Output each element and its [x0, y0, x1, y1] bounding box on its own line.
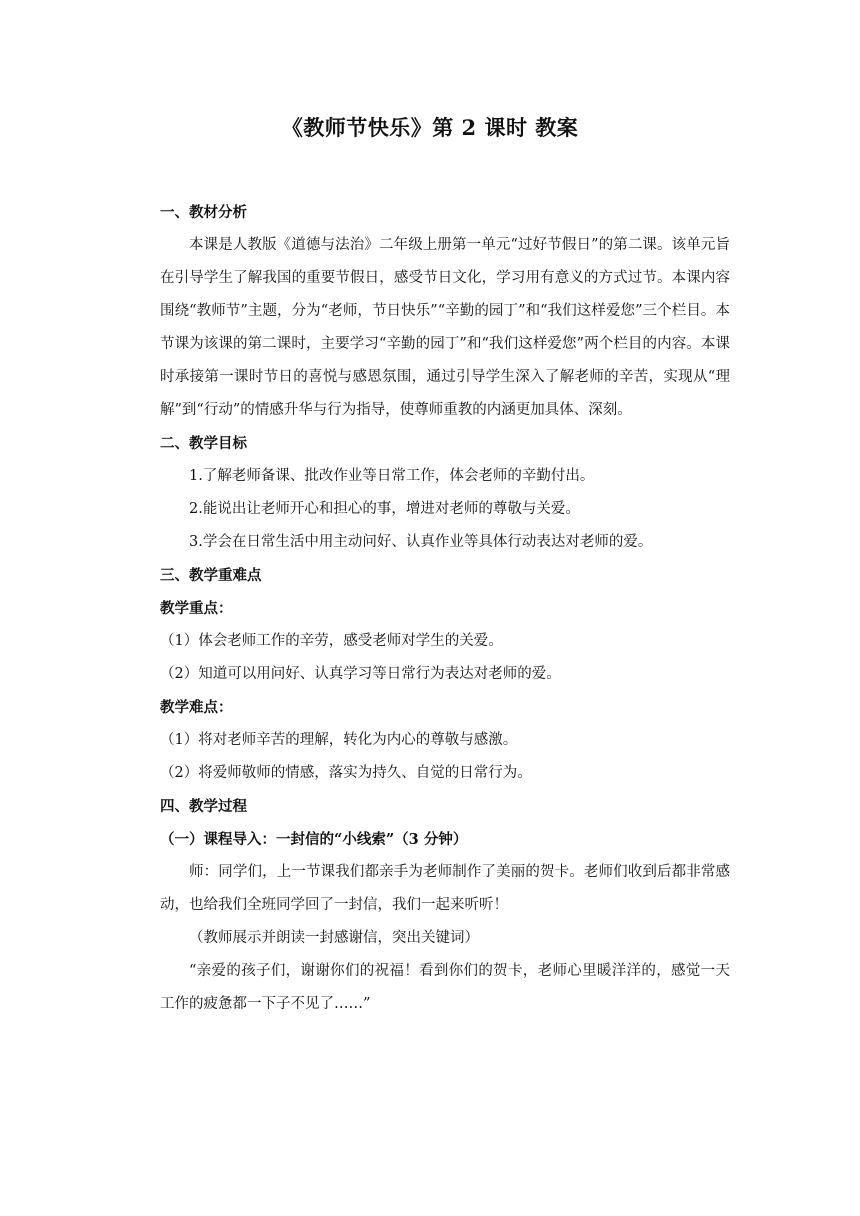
- process-paragraph-letter-quote: “亲爱的孩子们，谢谢你们的祝福！看到你们的贺卡，老师心里暖洋洋的，感觉一天工作的疲惫都一下子不见了……”: [160, 963, 730, 1012]
- textbook-analysis-paragraph: 本课是人教版《道德与法治》二年级上册第一单元“过好节假日”的第二课。该单元旨在引导学生了解我国的重要节假日，感受节日文化，学习用有意义的方式过节。本课内容围绕“教师节”主题，分为“老师，节日快乐”“辛勤的园丁”和“我们这样爱您”三个栏目。本节课为该课的第二课时，主要学习“辛勤的园丁”和“我们这样爱您”两个栏目的内容。本课时承接第一课时节日的喜悦与感恩氛围，通过引导学生深入了解老师的辛苦，实现从“理解”到“行动”的情感升华与行为指导，使尊师重教的内涵更加具体、深刻。: [160, 237, 730, 418]
- key-points-label: 教学重点：: [160, 600, 233, 617]
- section-heading-textbook-analysis: 一、教材分析: [160, 204, 247, 221]
- process-sub-heading-intro: （一）课程导入：一封信的“小线索”（3 分钟）: [160, 831, 468, 848]
- goal-item-2: 2.能说出让老师开心和担心的事，增进对老师的尊敬与关爱。: [189, 501, 580, 517]
- key-point-item-1: （1）体会老师工作的辛劳，感受老师对学生的关爱。: [160, 633, 503, 649]
- section-heading-key-difficult-points: 三、教学重难点: [160, 567, 262, 584]
- section-heading-teaching-process: 四、教学过程: [160, 798, 247, 815]
- difficult-points-label: 教学难点：: [160, 699, 233, 716]
- document-title: 《教师节快乐》第 2 课时 教案: [281, 115, 579, 140]
- goal-item-1: 1.了解老师备课、批改作业等日常工作，体会老师的辛勤付出。: [189, 468, 595, 484]
- process-paragraph-stage-note: （教师展示并朗读一封感谢信，突出关键词）: [189, 930, 479, 946]
- process-paragraph-teacher-speech: 师：同学们，上一节课我们都亲手为老师制作了美丽的贺卡。老师们收到后都非常感动，也给我们全班同学回了一封信，我们一起来听听！: [160, 864, 730, 913]
- goal-item-3: 3.学会在日常生活中用主动问好、认真作业等具体行动表达对老师的爱。: [189, 534, 653, 550]
- difficult-point-item-2: （2）将爱师敬师的情感，落实为持久、自觉的日常行为。: [160, 765, 532, 781]
- key-point-item-2: （2）知道可以用问好、认真学习等日常行为表达对老师的爱。: [160, 666, 561, 682]
- difficult-point-item-1: （1）将对老师辛苦的理解，转化为内心的尊敬与感激。: [160, 732, 518, 748]
- document-body: [160, 196, 730, 1021]
- section-heading-teaching-goals: 二、教学目标: [160, 435, 247, 452]
